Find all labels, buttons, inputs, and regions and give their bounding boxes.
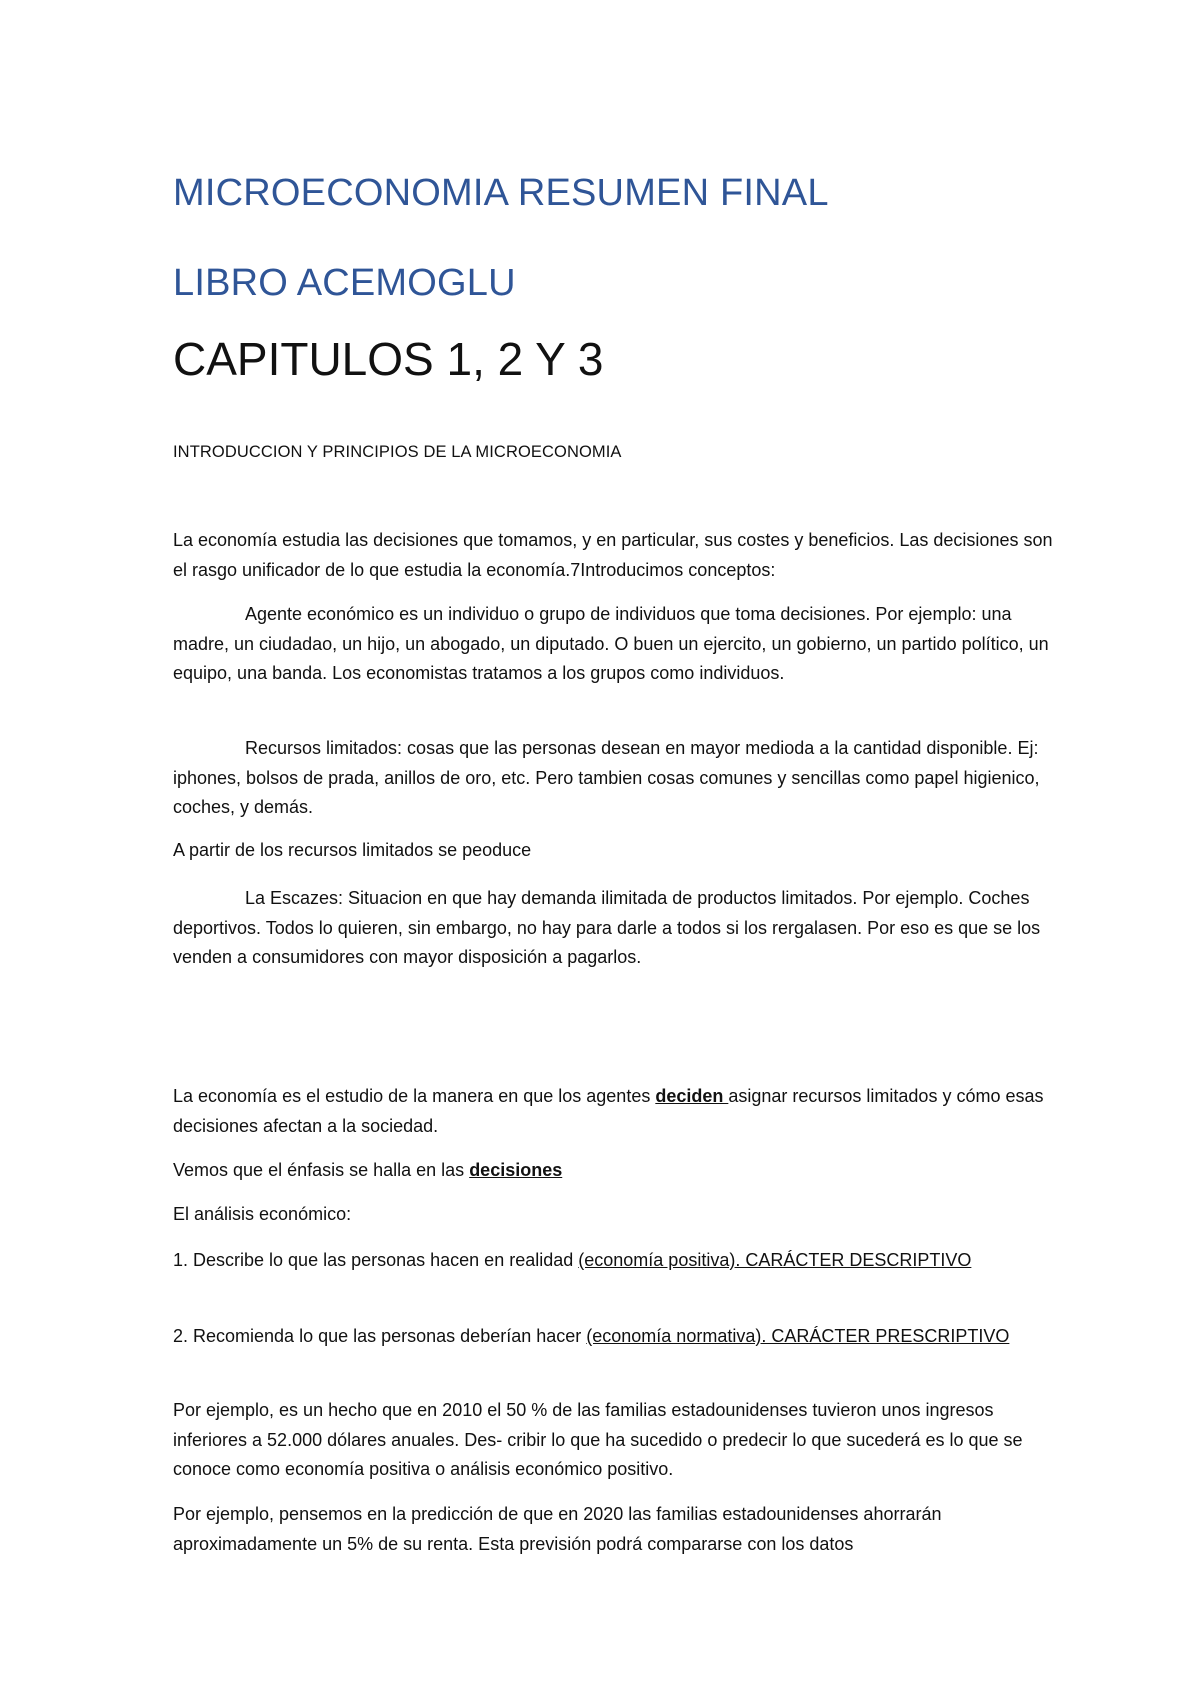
paragraph-recursos-produce: A partir de los recursos limitados se peoduce <box>173 840 532 860</box>
paragraph-escazes: La Escazes: Situacion en que hay demanda ilimitada de productos limitados. Por ejemplo. Coches deportivos. Todos lo quieren, sin embargo, no hay para darle a todos si los rergalasen. Por eso es que se los venden a consumidores con mayor disposición a pagarlos. <box>173 888 1041 967</box>
section-title: INTRODUCCION Y PRINCIPIOS DE LA MICROECONOMIA <box>173 443 622 461</box>
list-item-economia-positiva: 1. Describe lo que las personas hacen en realidad (economía positiva). CARÁCTER DESCRIPTIVO <box>173 1250 972 1270</box>
paragraph-intro: La economía estudia las decisiones que tomamos, y en particular, sus costes y beneficios. Las decisiones son el rasgo unificador de lo que estudia la economía.7Introducimos conceptos: <box>173 530 1053 580</box>
paragraph-ejemplo-prediccion: Por ejemplo, pensemos en la predicción de que en 2020 las familias estadounidenses ahorrarán aproximadamente un 5% de su renta. Esta previsión podrá compararse con los datos <box>173 1504 942 1554</box>
document-subtitle: LIBRO ACEMOGLU <box>173 262 516 304</box>
document-title: MICROECONOMIA RESUMEN FINAL <box>173 172 829 214</box>
underlined-economia-positiva: (economía positiva). CARÁCTER DESCRIPTIVO <box>578 1250 972 1270</box>
list-item-economia-normativa: 2. Recomienda lo que las personas deberían hacer (economía normativa). CARÁCTER PRESCRIPTIVO <box>173 1326 1010 1346</box>
paragraph-analisis: El análisis económico: <box>173 1204 352 1224</box>
emphasis-deciden: deciden <box>655 1086 729 1106</box>
paragraph-definicion-economia: La economía es el estudio de la manera en que los agentes deciden asignar recursos limitados y cómo esas decisiones afectan a la sociedad. <box>173 1086 1044 1136</box>
emphasis-decisiones: decisiones <box>469 1160 563 1180</box>
paragraph-ejemplo-positiva: Por ejemplo, es un hecho que en 2010 el 50 % de las familias estadounidenses tuvieron unos ingresos inferiores a 52.000 dólares anuales. Des- cribir lo que ha sucedido o predecir lo que sucederá es lo que se conoce como economía positiva o análisis económico positivo. <box>173 1400 1023 1479</box>
chapters-heading: CAPITULOS 1, 2 Y 3 <box>173 333 604 385</box>
paragraph-enfasis: Vemos que el énfasis se halla en las decisiones <box>173 1160 563 1180</box>
underlined-economia-normativa: (economía normativa). CARÁCTER PRESCRIPTIVO <box>586 1326 1010 1346</box>
paragraph-recursos-limitados: Recursos limitados: cosas que las personas desean en mayor medioda a la cantidad disponible. Ej: iphones, bolsos de prada, anillos de oro, etc. Pero tambien cosas comunes y sencillas como papel higienico, coches, y demás. <box>173 738 1040 817</box>
paragraph-agente-economico: Agente económico es un individuo o grupo de individuos que toma decisiones. Por ejemplo: una madre, un ciudadao, un hijo, un abogado, un diputado. O buen un ejercito, un gobierno, un partido político, un equipo, una banda. Los economistas tratamos a los grupos como individuos. <box>173 604 1049 683</box>
